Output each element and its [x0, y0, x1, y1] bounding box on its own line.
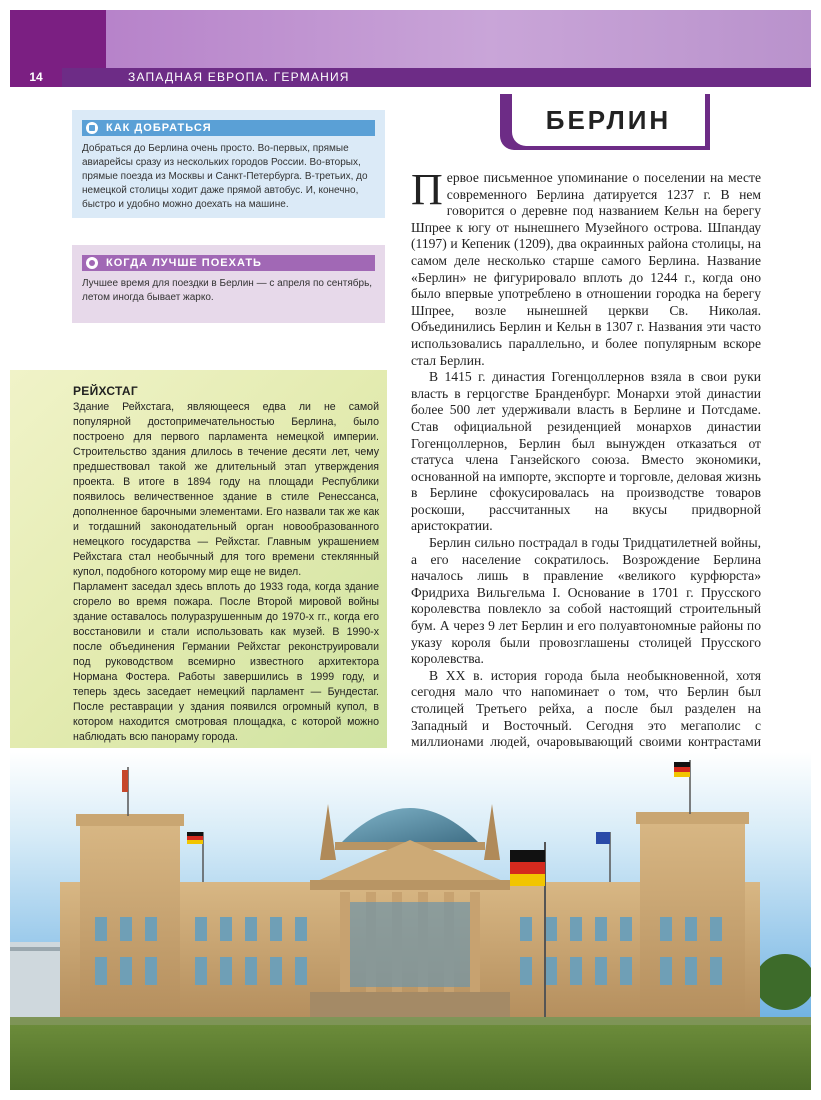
article-paragraph: Берлин сильно пострадал в годы Тридцатилетней войны, а его население сократилось. Возрождение Берлина началось лишь в правление «великого курфюрста» Фридриха Вильгельма I. Основание в 1701 г. Прусского королевства повлекло за собой настоящий строительный бум. А через 9 лет Берлин и его полуавтономные районы по указу короля были провозглашены столицей Прусского королевства. [411, 535, 761, 667]
top-color-band [10, 10, 811, 72]
drop-cap: П [411, 165, 443, 214]
page-number: 14 [10, 68, 62, 87]
when-to-go-heading: КОГДА ЛУЧШЕ ПОЕХАТЬ [106, 257, 262, 269]
page-title: БЕРЛИН [545, 104, 672, 135]
reichstag-heading: РЕЙХСТАГ [73, 384, 138, 398]
reichstag-content [73, 384, 379, 745]
how-to-get-text: Добраться до Берлина очень просто. Во-первых, прямые авиарейсы сразу из нескольких городов России. Во-вторых, прямые поезда из Москвы и Санкт-Петербурга. В-третьих, до немецкой столицы ходит даже прямой автобус. И, конечно, быстро и удобно можно доехать на машине. [82, 143, 368, 210]
reichstag-photo [10, 752, 811, 1090]
section-title: ЗАПАДНАЯ ЕВРОПА. ГЕРМАНИЯ [128, 70, 350, 84]
top-band-accent [10, 10, 106, 72]
reichstag-paragraph: Здание Рейхстага, являющееся едва ли не самой популярной достопримечательностью Берлина, было построено для первого парламента немецкой империи. Строительство здания длилось в течение десяти лет, чему предшествовал такой же длительный этап утверждения проекта. В итоге в 1894 году на площади Республики появилось величественное здание в стиле Ренессанса, дополненное барочными элементами. Его назвали так же как и тогдашний законодательный орган новообразованного немецкого государства — Рейхстаг. Главным украшением Рейхстага стал необычный для того времени стеклянный купол, подобного которому мир еще не видел. [73, 401, 379, 578]
article-paragraph: В 1415 г. династия Гогенцоллернов взяла в свои руки власть в герцогстве Бранденбург. Монархи этой династии более 500 лет удерживали власть в Берлине и Потсдаме. Став официальной резиденцией монархов династии Гогенцоллернов, Берлин был вынужден отказаться от статуса члена Ганзейского союза. Вместо экономики, основанной на импорте, экспорте и торговле, деловая жизнь в Берлине сфокусировалась на производстве товаров роскоши, рассчитанных на вкусы придворной аристократии. [411, 369, 761, 534]
when-to-go-box [72, 245, 385, 323]
when-to-go-text: Лучшее время для поездки в Берлин — с апреля по сентябрь, летом иногда бывает жарко. [82, 278, 373, 303]
title-box [512, 94, 705, 146]
main-article [411, 165, 761, 784]
sun-icon [86, 257, 98, 269]
how-to-get-header [82, 120, 375, 136]
bus-icon [86, 122, 98, 134]
reichstag-paragraph: Парламент заседал здесь вплоть до 1933 года, когда здание сгорело во время пожара. После Второй мировой войны здание оставалось полуразрушенным до 1970-х гг., когда его восстановили и стали использовать как музей. В 1990-х после объединения Германии Рейхстаг реконструировали под руководством всемирно известного архитектора Нормана Фостера. Работы завершились в 1999 году, и теперь здесь заседает немецкий парламент — Бундестаг. После реставрации у здания появился огромный купол, в котором находится смотровая площадка, с которой можно наблюдать всю панораму города. [73, 581, 379, 743]
article-paragraph [411, 165, 761, 369]
article-first-text: ервое письменное упоминание о поселении на месте современного Берлина датируется 1237 г. В нем говорится о деревне под названием Кельн на берегу Шпрее к югу от нынешнего Музейного острова. Шпандау (1197) и Кепеник (1209), два окраинных района столицы, на самом деле несколько старше самого Берлина. Название «Берлин» не фигурировало вплоть до 1244 г., когда оно было впервые употреблено в отношении городка на берегу Шпрее, возле нынешней церкви Св. Николая. Объединились Берлин и Кельн в 1307 г. Названия эти часто использовались параллельно, и более популярным вскоре стал Берлин. [411, 170, 761, 368]
article-paragraph: В XX в. история города была необыкновенной, хотя сегодня мало что напоминает о том, что Берлин был столицей Третьего рейха, а после был разделен на Западный и Восточный. Сегодня это мегаполис с миллионами людей, очаровывающий своими контрастами [411, 667, 761, 750]
how-to-get-heading: КАК ДОБРАТЬСЯ [106, 122, 212, 134]
when-to-go-header [82, 255, 375, 271]
how-to-get-box [72, 110, 385, 218]
